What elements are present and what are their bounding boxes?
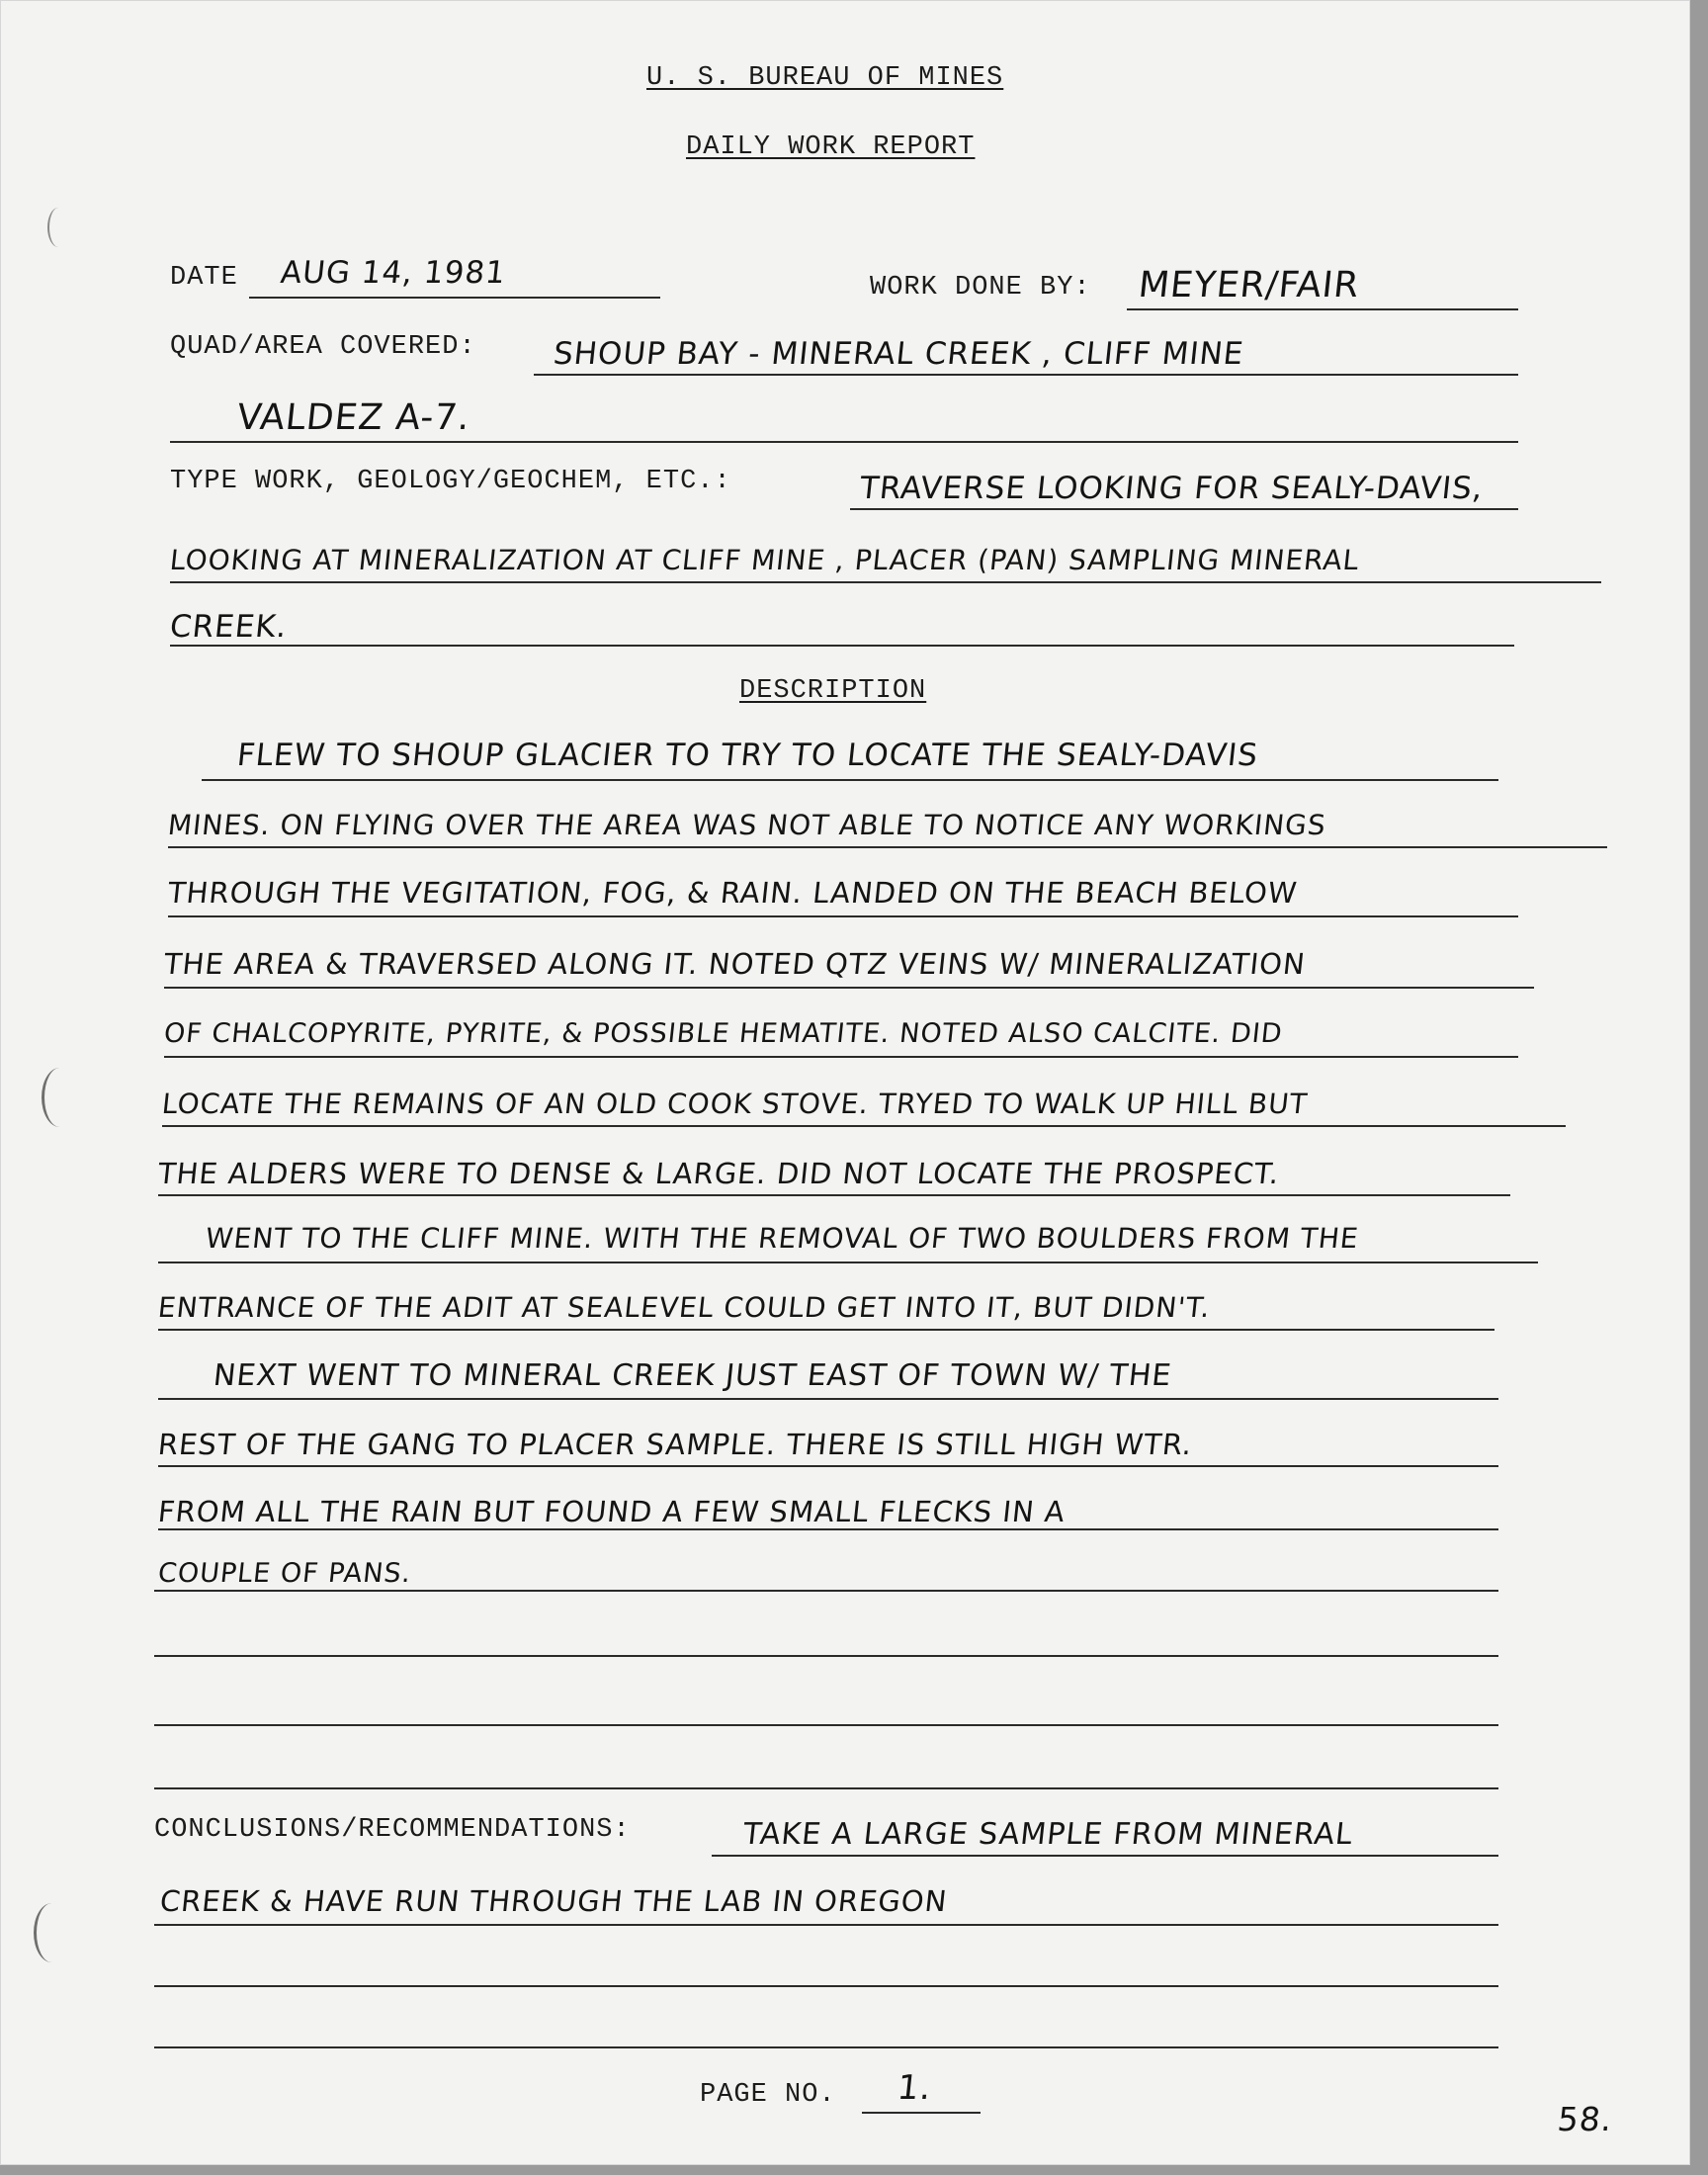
report-title: DAILY WORK REPORT (686, 132, 976, 162)
description-rule (158, 1465, 1498, 1467)
conclusions-line2: CREEK & HAVE RUN THROUGH THE LAB IN OREGON (158, 1884, 950, 1918)
date-value: AUG 14, 1981 (279, 255, 508, 291)
description-line: COUPLE OF PANS. (156, 1558, 413, 1589)
page-number-label: PAGE NO. (700, 2080, 836, 2110)
type-work-rule-3 (170, 645, 1514, 647)
quad-rule-1 (534, 374, 1518, 376)
description-rule (158, 1528, 1498, 1530)
description-rule-blank (154, 1724, 1498, 1726)
description-rule (168, 846, 1607, 848)
description-line: FROM ALL THE RAIN BUT FOUND A FEW SMALL FLECKS IN A (156, 1495, 1068, 1528)
description-rule (162, 1125, 1566, 1127)
quad-value-line2: VALDEZ A-7. (234, 397, 472, 438)
type-work-line2: LOOKING AT MINERALIZATION AT CLIFF MINE , PLACER (PAN) SAMPLING MINERAL (168, 544, 1361, 576)
description-rule (158, 1329, 1494, 1331)
type-work-label: TYPE WORK, GEOLOGY/GEOCHEM, ETC.: (170, 467, 731, 496)
work-done-by-rule (1127, 308, 1518, 310)
description-line: MINES. ON FLYING OVER THE AREA WAS NOT ABLE TO NOTICE ANY WORKINGS (166, 809, 1328, 841)
description-rule (168, 915, 1518, 917)
description-line: REST OF THE GANG TO PLACER SAMPLE. THERE IS STILL HIGH WTR. (156, 1428, 1195, 1461)
conclusions-rule-2 (154, 1924, 1498, 1926)
description-line: THROUGH THE VEGITATION, FOG, & RAIN. LANDED ON THE BEACH BELOW (166, 876, 1300, 910)
quad-label: QUAD/AREA COVERED: (170, 332, 476, 362)
quad-rule-2 (170, 441, 1518, 443)
description-line: WENT TO THE CLIFF MINE. WITH THE REMOVAL OF TWO BOULDERS FROM THE (204, 1222, 1361, 1255)
description-rule-blank (154, 1787, 1498, 1789)
description-line: NEXT WENT TO MINERAL CREEK JUST EAST OF TOWN W/ THE (212, 1358, 1174, 1393)
description-line: OF CHALCOPYRITE, PYRITE, & POSSIBLE HEMATITE. NOTED ALSO CALCITE. DID (162, 1018, 1285, 1049)
description-line: THE AREA & TRAVERSED ALONG IT. NOTED QTZ VEINS W/ MINERALIZATION (162, 947, 1308, 981)
description-rule (202, 779, 1498, 781)
description-line: ENTRANCE OF THE ADIT AT SEALEVEL COULD GET INTO IT, BUT DIDN'T. (156, 1291, 1213, 1324)
corner-mark: 58. (1555, 2100, 1615, 2138)
quad-value-line1: SHOUP BAY - MINERAL CREEK , CLIFF MINE (552, 336, 1246, 372)
date-label: DATE (170, 263, 238, 293)
punch-mark-top (47, 208, 69, 247)
description-rule (158, 1398, 1498, 1400)
date-rule (249, 297, 660, 299)
description-line: LOCATE THE REMAINS OF AN OLD COOK STOVE. TRYED TO WALK UP HILL BUT (160, 1088, 1310, 1120)
conclusions-line1: TAKE A LARGE SAMPLE FROM MINERAL (741, 1817, 1355, 1852)
description-line: THE ALDERS WERE TO DENSE & LARGE. DID NOT LOCATE THE PROSPECT. (156, 1157, 1282, 1190)
type-work-rule-1 (850, 508, 1518, 510)
description-rule (158, 1194, 1510, 1196)
type-work-rule-2 (170, 581, 1601, 583)
description-line: FLEW TO SHOUP GLACIER TO TRY TO LOCATE THE SEALY-DAVIS (235, 738, 1260, 773)
type-work-line3: CREEK. (168, 609, 290, 645)
type-work-line1: TRAVERSE LOOKING FOR SEALY-DAVIS, (858, 471, 1486, 506)
description-rule-blank (154, 1655, 1498, 1657)
punch-mark-bottom (34, 1903, 70, 1962)
conclusions-label: CONCLUSIONS/RECOMMENDATIONS: (154, 1815, 631, 1845)
conclusions-rule-blank (154, 2046, 1498, 2048)
description-rule (154, 1590, 1498, 1592)
description-rule (164, 987, 1534, 989)
description-rule (164, 1056, 1518, 1058)
page-number-value: 1. (895, 2068, 934, 2108)
punch-mark-middle (42, 1068, 78, 1127)
work-done-by-label: WORK DONE BY: (870, 273, 1091, 303)
conclusions-rule-blank (154, 1985, 1498, 1987)
work-done-by-value: MEYER/FAIR (1136, 265, 1362, 305)
description-rule (158, 1262, 1538, 1263)
page-number-rule (862, 2112, 981, 2114)
bureau-title: U. S. BUREAU OF MINES (646, 63, 1004, 93)
conclusions-rule-1 (712, 1855, 1498, 1857)
description-heading: DESCRIPTION (739, 676, 927, 706)
